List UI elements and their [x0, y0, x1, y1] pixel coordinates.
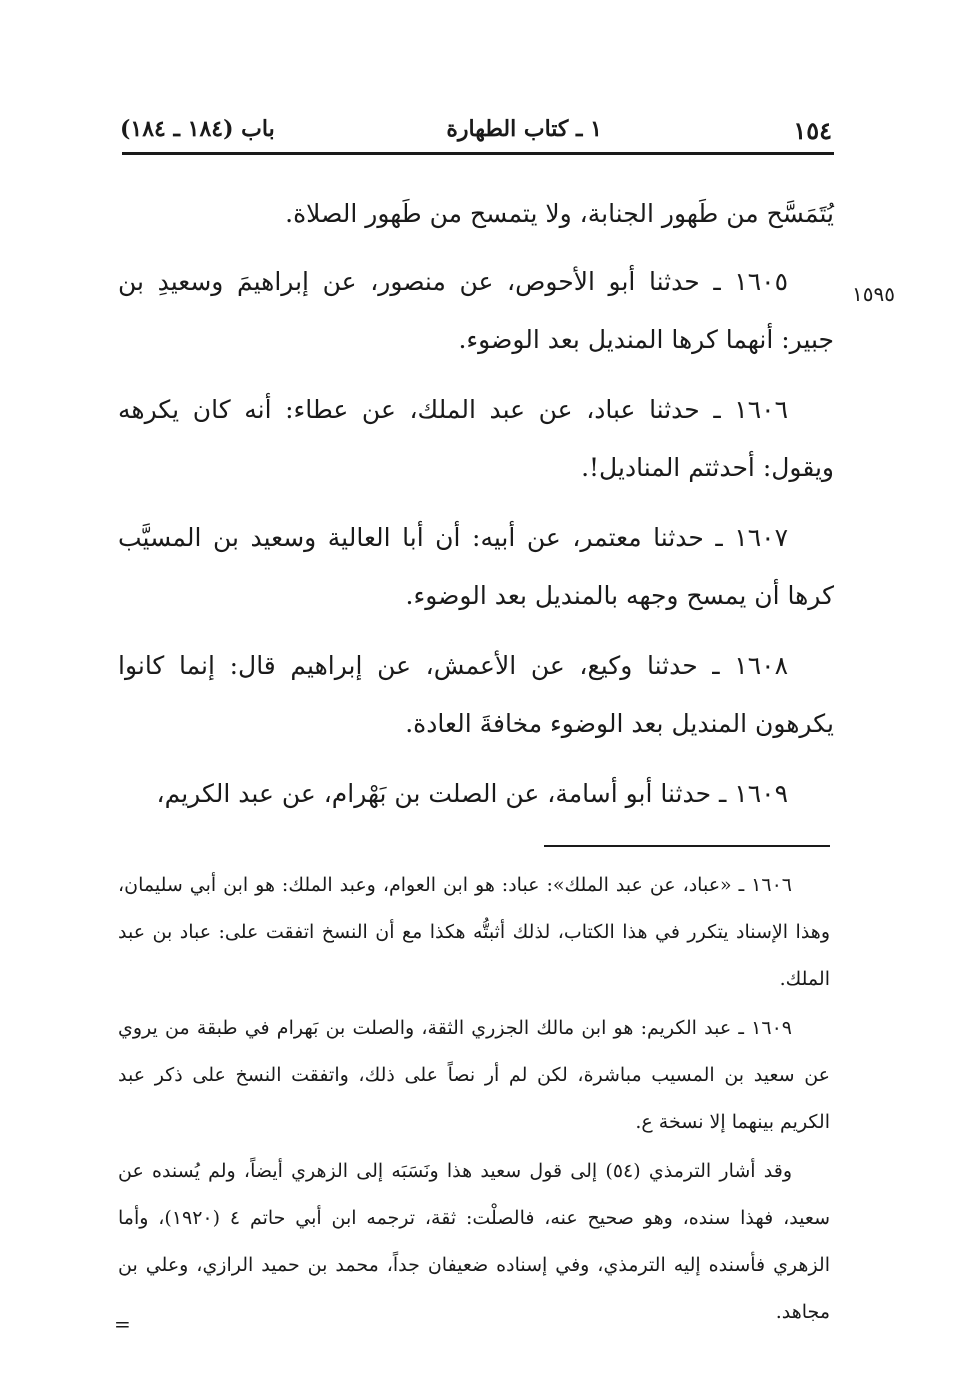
chapter-title: باب (١٨٤ ـ ١٨٤) [120, 116, 275, 142]
hadith-1608: ١٦٠٨ ـ حدثنا وكيع، عن الأعمش، عن إبراهيم قال: إنما كانوا يكرهون المنديل بعد الوضوء مخافةَ العادة. [118, 651, 834, 738]
page-number: ١٥٤ [793, 116, 832, 145]
hadith-1607: ١٦٠٧ ـ حدثنا معتمر، عن أبيه: أن أبا العالية وسعيد بن المسيَّب كرها أن يمسح وجهه بالمنديل بعد الوضوء. [118, 523, 834, 610]
header-rule [122, 152, 834, 155]
continuation-text: يُتَمَسَّح من طَهور الجنابة، ولا يتمسح من طَهور الصلاة. [285, 199, 834, 228]
main-text [118, 185, 834, 835]
footnote-1609: ١٦٠٩ ـ عبد الكريم: هو ابن مالك الجزري الثقة، والصلت بن بَهرام في طبقة من يروي عن سعيد بن المسيب مباشرة، لكن لم أر نصاً على ذلك، واتفقت النسخ على ذكر عبد الكريم بينهما إلا نسخة ع. [118, 1017, 830, 1133]
hadith-1609: ١٦٠٩ ـ حدثنا أبو أسامة، عن الصلت بن بَهْرام، عن عبد الكريم، [156, 779, 788, 808]
footnotes [118, 862, 830, 1338]
footnote-separator [544, 845, 830, 847]
footnote-1606: ١٦٠٦ ـ «عباد، عن عبد الملك»: عباد: هو ابن العوام، وعبد الملك: هو ابن أبي سليمان، وهذا الإسناد يتكرر في هذا الكتاب، لذلك أثبتُّه هكذا مع أن النسخ اتفقت على: عباد بن عبد الملك. [118, 874, 830, 990]
footnote-1609-cont: وقد أشار الترمذي (٥٤) إلى قول سعيد هذا ونَسَبَه إلى الزهري أيضاً، ولم يُسنده عن سعيد، فهذا سنده، وهو صحيح عنه، فالصلْت: ثقة، ترجمه ابن أبي حاتم ٤ (١٩٢٠)، وأما الزهري فأسنده إليه الترمذي، وفي إسناده ضعيفان جداً، محمد بن حميد الرازي، وعلي بن مجاهد. [118, 1160, 831, 1323]
page-header [120, 112, 832, 152]
continuation-mark: = [114, 1312, 131, 1336]
margin-reference-number: ١٥٩٥ [852, 282, 895, 306]
book-title: ١ ـ كتاب الطهارة [446, 116, 602, 142]
hadith-1606: ١٦٠٦ ـ حدثنا عباد، عن عبد الملك، عن عطاء: أنه كان يكرهه ويقول: أحدثتم المناديل!. [118, 395, 834, 482]
hadith-1605: ١٦٠٥ ـ حدثنا أبو الأحوص، عن منصور، عن إبراهيمَ وسعيدِ بن جبير: أنهما كرها المنديل بعد الوضوء. [118, 267, 834, 354]
